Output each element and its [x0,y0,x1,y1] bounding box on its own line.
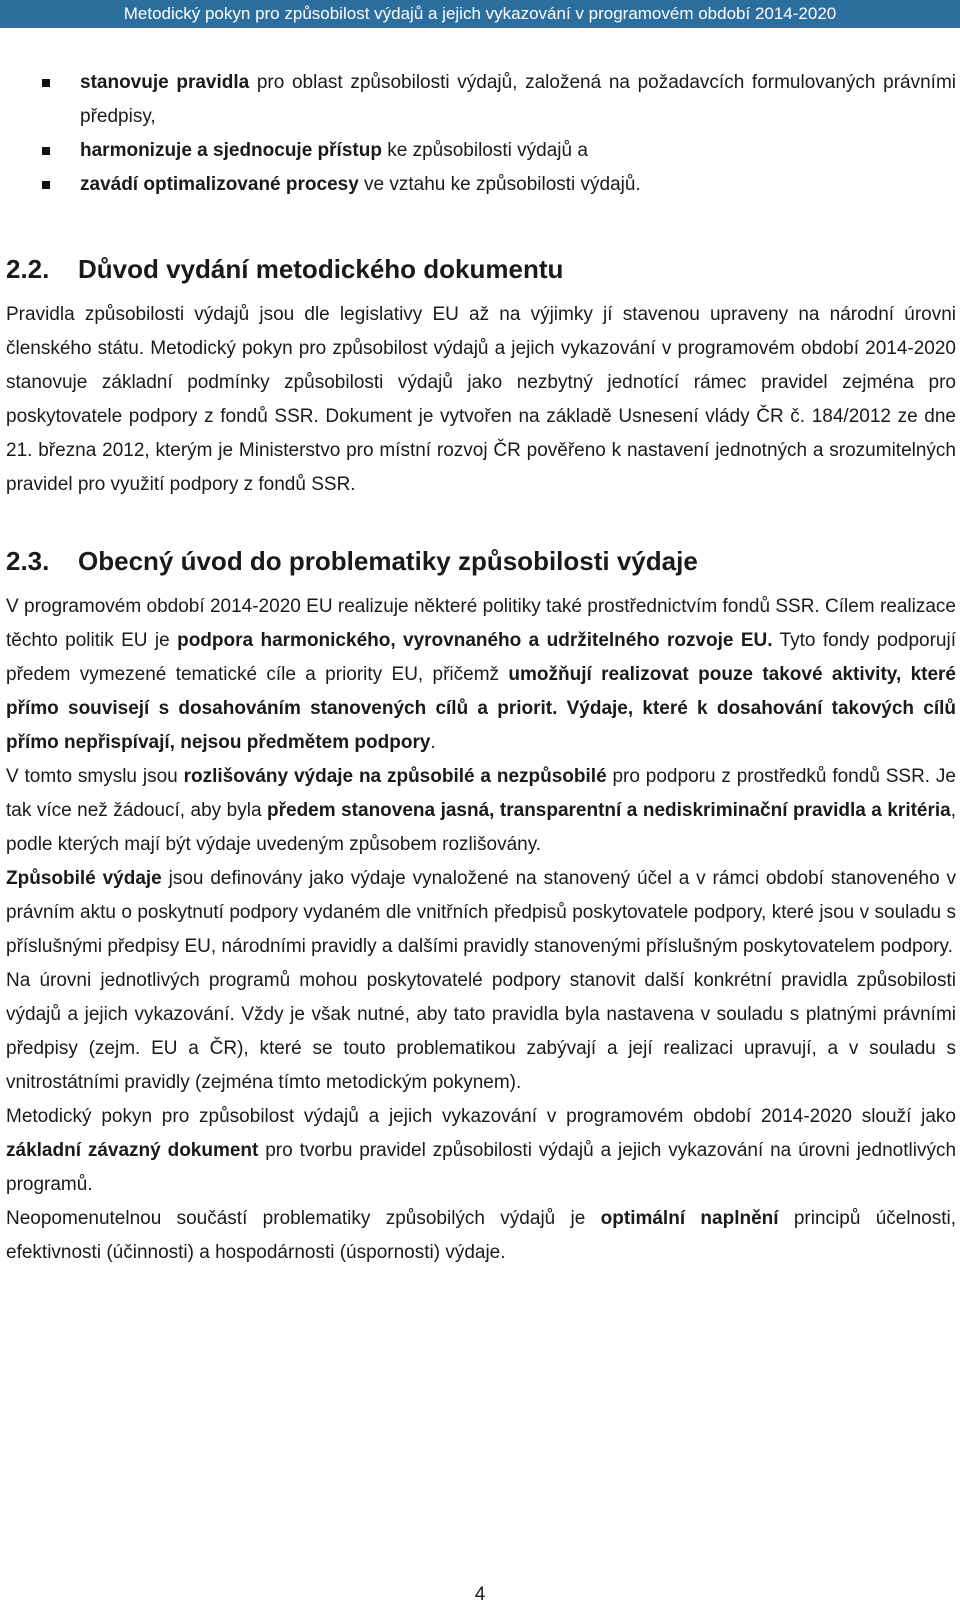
section-heading-2-2 [6,252,956,286]
page-number: 4 [474,1584,486,1605]
square-bullet-icon [42,147,50,155]
paragraph-3 [6,862,956,964]
square-bullet-icon [42,181,50,189]
text-run: . [430,732,436,753]
text-run: principů účelnosti, efektivnosti (účinnosti) a hospodárnosti (úspornosti) výdaje. [6,1208,956,1263]
section-title: Obecný úvod do problematiky způsobilosti výdaje [78,546,698,576]
bold-run: předem stanovena jasná, transparentní a nediskriminační pravidla a kritéria [267,800,951,821]
bullet-text: ke způsobilosti výdajů a [381,140,588,161]
bold-run: rozlišovány výdaje na způsobilé a nezpůsobilé [183,766,607,787]
section-number: 2.3. [6,546,50,576]
bold-run: optimální naplnění [600,1208,779,1229]
paragraph-5 [6,1100,956,1202]
text-run: V tomto smyslu jsou [6,766,184,787]
square-bullet-icon [42,79,50,87]
bullet-bold-text: harmonizuje a sjednocuje přístup [80,140,382,161]
text-run: V programovém období 2014-2020 EU realizuje některé politiky také prostřednictvím fondů SSR. Cílem realizace těchto politik EU je [6,596,956,651]
text-run: Tyto fondy podporují předem vymezené tematické cíle a priority EU, přičemž [6,630,956,685]
list-item [6,66,956,134]
list-item [6,134,956,168]
bold-run: podpora harmonického, vyrovnaného a udržitelného rozvoje EU. [177,630,773,651]
bullet-text: pro oblast způsobilosti výdajů, založená na požadavcích formulovaných právními předpisy, [80,72,956,127]
bullet-list [6,66,956,202]
paragraph-4: Na úrovni jednotlivých programů mohou poskytovatelé podpory stanovit další konkrétní pravidla způsobilosti výdajů a jejich vykazování. Vždy je však nutné, aby tato pravidla byla nastavena v souladu s platnými právními předpisy (zejm. EU a ČR), které se touto problematikou zabývají a její realizaci upravují, a v souladu s vnitrostátními pravidly (zejména tímto metodickým pokynem). [6,970,956,1093]
list-item [6,168,956,202]
bold-run: umožňují realizovat pouze takové aktivity, které přímo souvisejí s dosahováním stanovených cílů a priorit. Výdaje, které k dosahování takových cílů přímo nepřispívají, nejsou předmětem podpory [6,664,956,753]
bullet-bold-text: zavádí optimalizované procesy [80,174,359,195]
page-content [6,66,956,1270]
paragraph-6 [6,1202,956,1270]
bullet-text: ve vztahu ke způsobilosti výdajů. [358,174,641,195]
text-run: Neopomenutelnou součástí problematiky způsobilých výdajů je [6,1208,601,1229]
text-run: jsou definovány jako výdaje vynaložené na stanovený účel a v rámci období stanoveného v právním aktu o poskytnutí podpory vydaném dle vnitřních předpisů poskytovatele podpory, které jsou v souladu s příslušnými předpisy EU, národními pravidly a dalšími pravidly stanovenými příslušným poskytovatelem podpory. [6,868,956,957]
section-2-2-paragraph: Pravidla způsobilosti výdajů jsou dle legislativy EU až na výjimky jí stavenou upraveny na národní úrovni členského státu. Metodický pokyn pro způsobilost výdajů a jejich vykazování v programovém období 2014-2020 stanovuje základní podmínky způsobilosti výdajů jako nezbytný jednotící rámec pravidel zejména pro poskytovatele podpory z fondů SSR. Dokument je vytvořen na základě Usnesení vlády ČR č. 184/2012 ze dne 21. března 2012, kterým je Ministerstvo pro místní rozvoj ČR pověřeno k nastavení jednotných a srozumitelných pravidel pro využití podpory z fondů SSR. [6,304,956,495]
bold-run: Způsobilé výdaje [6,868,162,889]
text-run: pro tvorbu pravidel způsobilosti výdajů a jejich vykazování na úrovni jednotlivých programů. [6,1140,957,1195]
paragraph-2 [6,760,956,862]
section-heading-2-3 [6,544,956,578]
text-run: Metodický pokyn pro způsobilost výdajů a jejich vykazování v programovém období 2014-2020 slouží jako [6,1106,956,1127]
bold-run: základní závazný dokument [6,1140,259,1161]
text-run: , podle kterých mají být výdaje uvedeným způsobem rozlišovány. [6,800,957,855]
running-header: Metodický pokyn pro způsobilost výdajů a jejich vykazování v programovém období 2014-2020 [0,0,960,28]
section-number: 2.2. [6,254,50,284]
section-title: Důvod vydání metodického dokumentu [78,254,564,284]
text-run: pro podporu z prostředků fondů SSR. Je tak více než žádoucí, aby byla [6,766,956,821]
paragraph-1 [6,590,956,760]
bullet-bold-text: stanovuje pravidla [80,72,250,93]
